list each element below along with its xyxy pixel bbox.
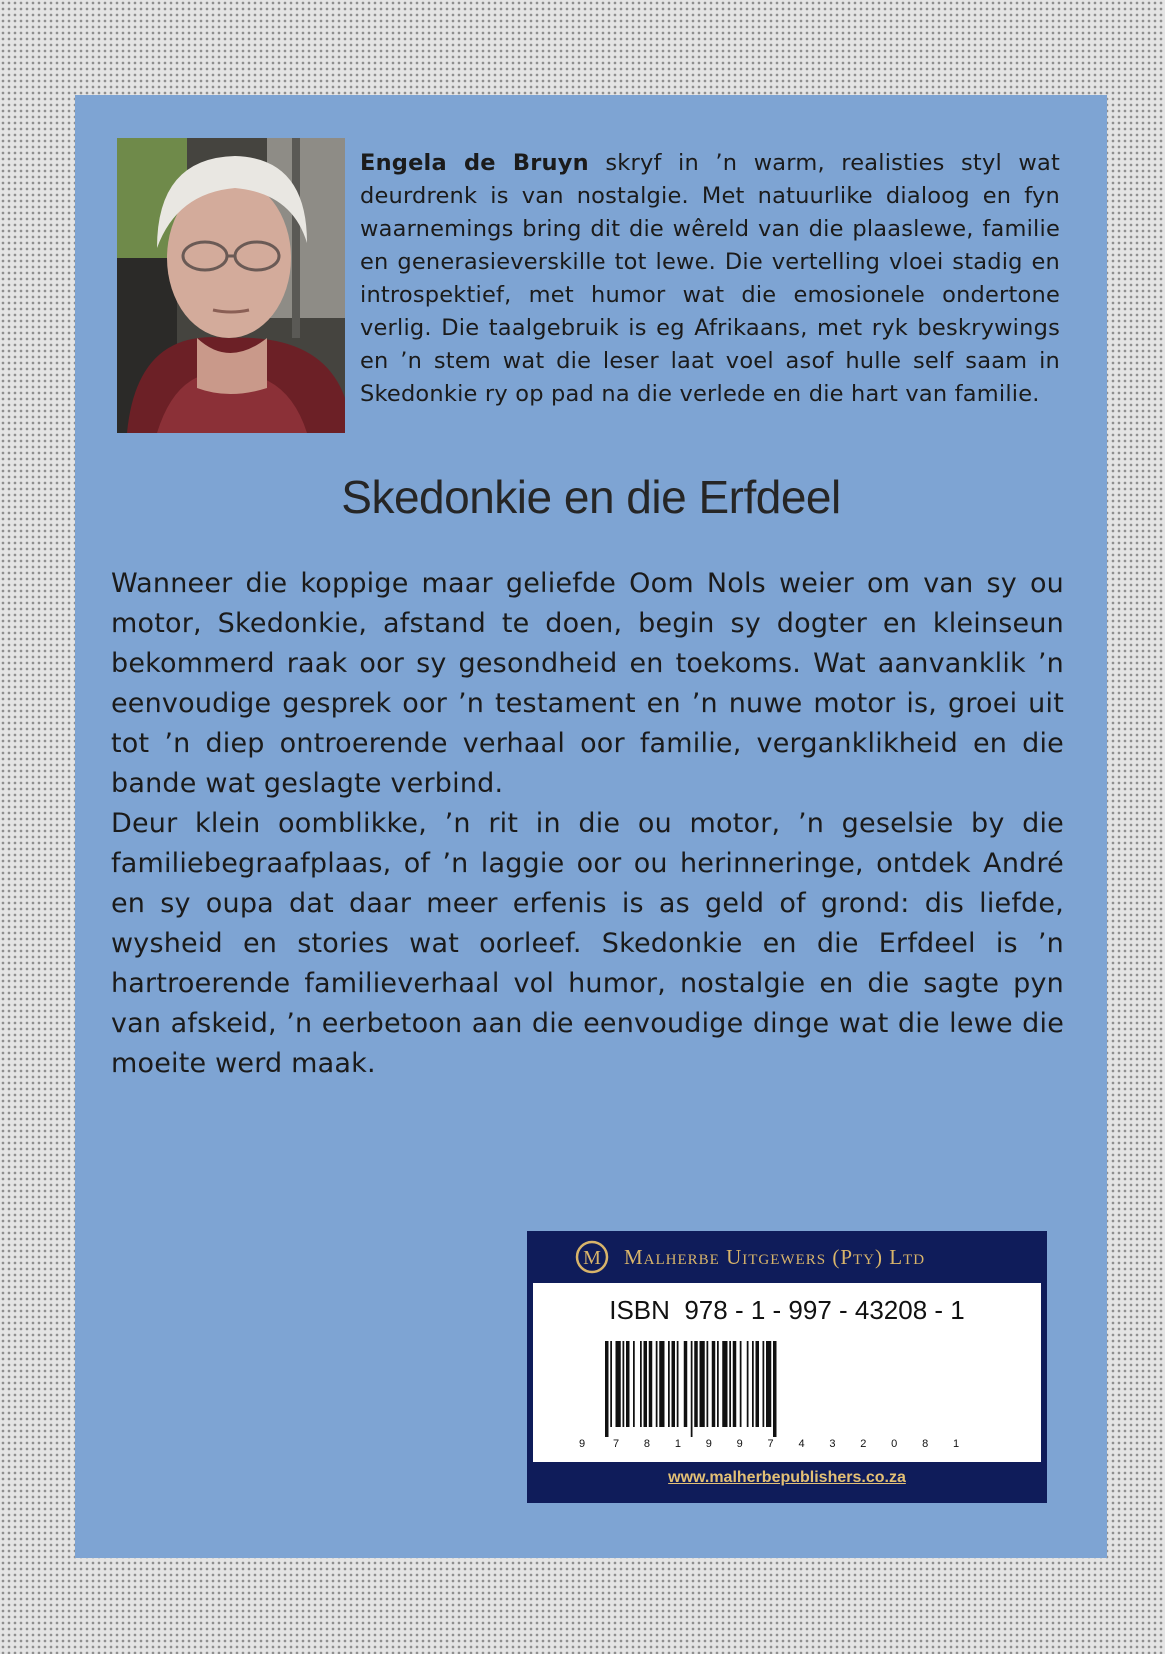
barcode-bar	[640, 1341, 642, 1427]
barcode-digit: 9	[705, 1438, 712, 1450]
barcode-bar	[616, 1341, 621, 1427]
book-blurb	[111, 564, 1064, 1084]
barcode-bar	[610, 1341, 612, 1427]
barcode-bar	[672, 1341, 676, 1427]
barcode-bar	[668, 1341, 670, 1427]
barcode-digit: 4	[798, 1438, 805, 1450]
barcode-digit: 7	[613, 1438, 620, 1450]
blurb-paragraph-2: Deur klein oomblikke, ’n rit in die ou motor, ’n geselsie by die familiebegraafplaas, of ’n laggie oor ou herinneringe, ontdek André en sy oupa dat daar meer erfenis is as geld of grond: dis liefde, wysheid en stories wat oorleef. Skedonkie en die Erfdeel is ’n hartroerende familieverhaal vol humor, nostalgie en die sagte pyn van afskeid, ’n eerbetoon aan die eenvoudige dinge wat die lewe die moeite werd maak.	[111, 808, 1064, 1079]
publisher-block	[527, 1231, 1047, 1503]
barcode-bar	[740, 1341, 742, 1427]
barcode-digit: 8	[922, 1438, 929, 1450]
publisher-logo-letter: M	[583, 1247, 601, 1269]
barcode-digit: 1	[953, 1438, 960, 1450]
barcode-bar	[722, 1341, 727, 1427]
barcode-bar	[605, 1341, 609, 1437]
barcode-bar	[649, 1341, 653, 1427]
barcode-bar	[656, 1341, 658, 1427]
publisher-name: Malherbe Uitgewers (Pty) Ltd	[624, 1245, 926, 1269]
barcode-digit: 1	[674, 1438, 681, 1450]
author-bio-text: skryf in ’n warm, realisties styl wat deurdrenk is van nostalgie. Met natuurlike dialoog en fyn waarnemings bring dit die wêreld van die plaaslewe, familie en generasieverskille tot lewe. Die vertelling vloei stadig en introspektief, met humor wat die emosionele ondertone verlig. Die taalgebruik is eg Afrikaans, met ryk beskrywings en ’n stem wat die leser laat voel asof hulle self saam in Skedonkie ry op pad na die verlede en die hart van familie.	[360, 150, 1060, 407]
barcode-bar	[712, 1341, 716, 1427]
barcode-digit: 2	[860, 1438, 867, 1450]
barcode-bar	[773, 1341, 777, 1437]
barcode-digit: 9	[579, 1438, 586, 1450]
barcode-bar	[707, 1341, 709, 1427]
barcode-bar	[747, 1341, 749, 1427]
back-cover-panel	[75, 95, 1107, 1558]
barcode-digit: 9	[736, 1438, 743, 1450]
barcode-bar	[756, 1341, 760, 1427]
barcode-bar	[659, 1341, 664, 1427]
barcode-digit: 7	[767, 1438, 774, 1450]
barcode-bar	[752, 1341, 754, 1427]
barcode-bar	[691, 1341, 693, 1437]
author-photo	[117, 138, 345, 433]
barcode-bar	[626, 1341, 630, 1427]
barcode-digit: 8	[643, 1438, 651, 1450]
barcode-bar	[763, 1341, 765, 1427]
barcode-bar	[633, 1341, 635, 1427]
isbn-barcode	[573, 1333, 973, 1453]
barcode-bar	[729, 1341, 731, 1427]
blurb-paragraph-1: Wanneer die koppige maar geliefde Oom Nols weier om van sy ou motor, Skedonkie, afstand te doen, begin sy dogter en kleinseun bekommerd raak oor sy gesondheid en toekoms. Wat aanvanklik ’n eenvoudige gesprek oor ’n testament en ’n nuwe motor is, groei uit tot ’n diep ontroerende verhaal oor familie, verganklikheid en die bande wat geslagte verbind.	[111, 568, 1064, 799]
publisher-logo	[575, 1240, 609, 1274]
barcode-bar	[700, 1341, 705, 1427]
barcode-bar	[733, 1341, 737, 1427]
book-title: Skedonkie en die Erfdeel	[341, 471, 841, 523]
publisher-url[interactable]: www.malherbepublishers.co.za	[668, 1469, 906, 1486]
barcode-bar	[623, 1341, 625, 1427]
author-name: Engela de Bruyn	[360, 150, 589, 176]
author-bio	[360, 147, 1060, 411]
barcode-box	[533, 1283, 1041, 1462]
barcode-bar	[717, 1341, 719, 1427]
isbn-label: ISBN 978 - 1 - 997 - 43208 - 1	[609, 1295, 965, 1325]
barcode-digit: 0	[891, 1438, 898, 1450]
publisher-header	[527, 1231, 1047, 1281]
barcode-bar	[644, 1341, 648, 1427]
barcode-bar	[694, 1341, 698, 1427]
barcode-bar	[677, 1341, 679, 1427]
barcode-digit: 3	[829, 1438, 836, 1450]
barcode-bar	[684, 1341, 688, 1427]
barcode-bar	[766, 1341, 771, 1427]
